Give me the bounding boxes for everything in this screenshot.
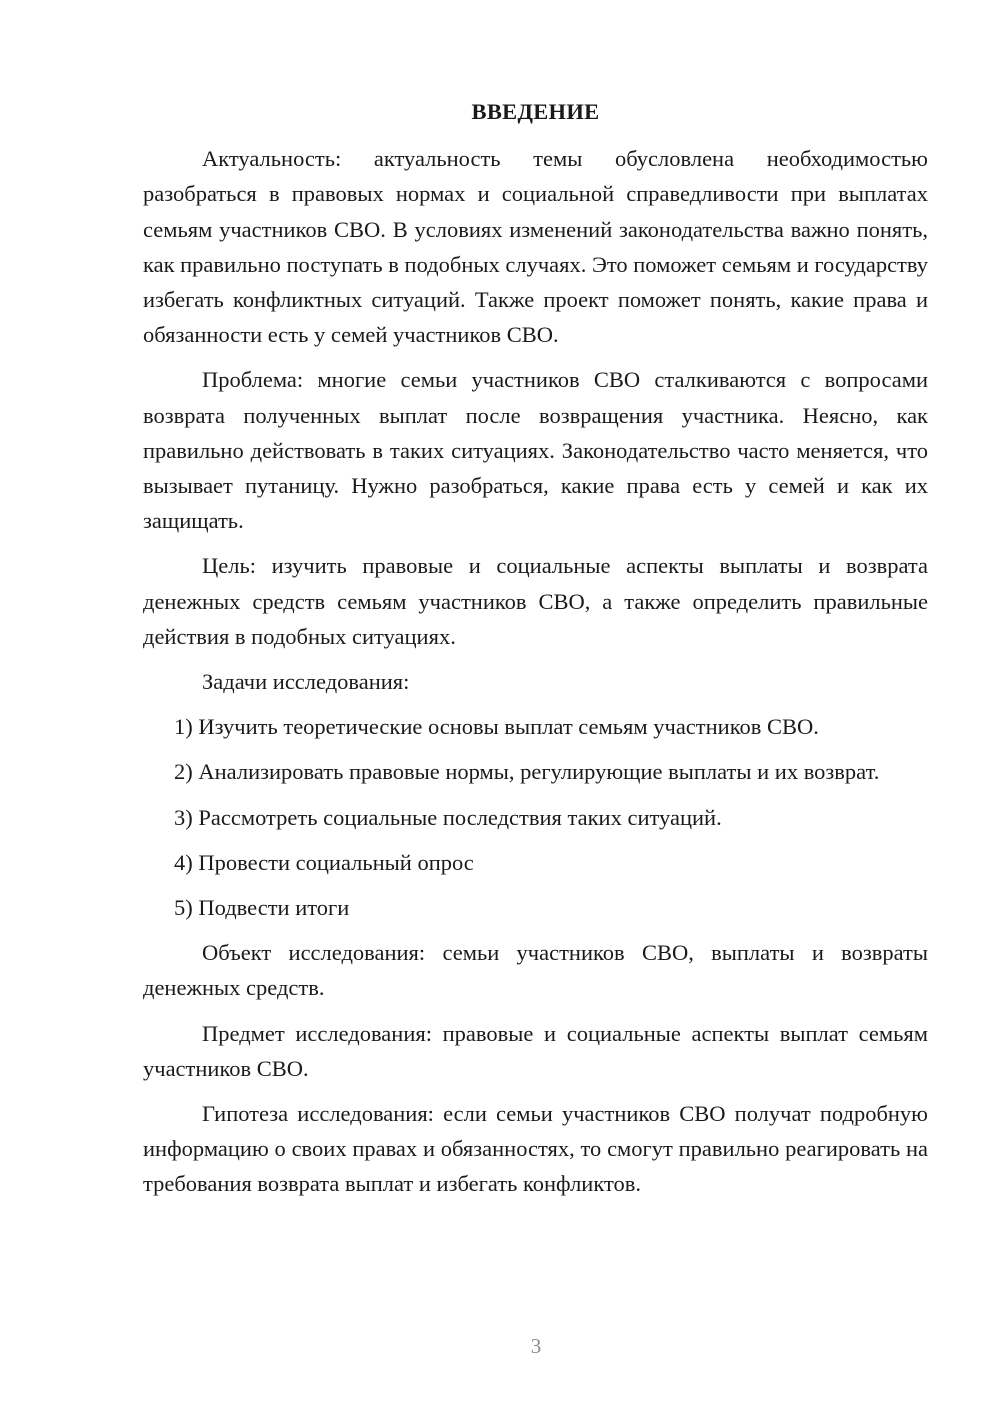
problem-paragraph: Проблема: многие семьи участников СВО сталкиваются с вопросами возврата полученных выплат после возвращения участника. Неясно, как правильно действовать в таких ситуациях. Законодательство часто меняется, что вызывает путаницу. Нужно разобраться, какие права есть у семей и как их защищать. <box>143 367 928 534</box>
tasks-label: Задачи исследования: <box>202 669 410 695</box>
goal-paragraph: Цель: изучить правовые и социальные аспекты выплаты и возврата денежных средств семьям участников СВО, а также определить правильные действия в подобных ситуациях. <box>143 553 928 649</box>
section-heading: ВВЕДЕНИЕ <box>471 99 600 124</box>
hypothesis-paragraph: Гипотеза исследования: если семьи участников СВО получат подробную информацию о своих правах и обязанностях, то смогут правильно реагировать на требования возврата выплат и избегать конфликтов. <box>143 1101 928 1197</box>
subject-paragraph: Предмет исследования: правовые и социальные аспекты выплат семьям участников СВО. <box>143 1020 928 1081</box>
relevance-paragraph: Актуальность: актуальность темы обусловлена необходимостью разобраться в правовых нормах и социальной справедливости при выплатах семьям участников СВО. В условиях изменений законодательства важно понять, как правильно поступать в подобных случаях. Это поможет семьям и государству избегать конфликтных ситуаций. Также проект поможет понять, какие права и обязанности есть у семей участников СВО. <box>143 146 928 348</box>
task-item: 4) Провести социальный опрос <box>174 849 474 875</box>
task-item: 2) Анализировать правовые нормы, регулирующие выплаты и их возврат. <box>174 759 880 785</box>
task-item: 1) Изучить теоретические основы выплат семьям участников СВО. <box>174 714 819 740</box>
object-paragraph: Объект исследования: семьи участников СВО, выплаты и возвраты денежных средств. <box>143 940 928 1001</box>
page-number: 3 <box>530 1334 542 1358</box>
tasks-list <box>143 709 928 925</box>
task-item: 3) Рассмотреть социальные последствия таких ситуаций. <box>174 804 722 830</box>
task-item: 5) Подвести итоги <box>174 895 350 921</box>
document-page <box>143 94 928 1212</box>
